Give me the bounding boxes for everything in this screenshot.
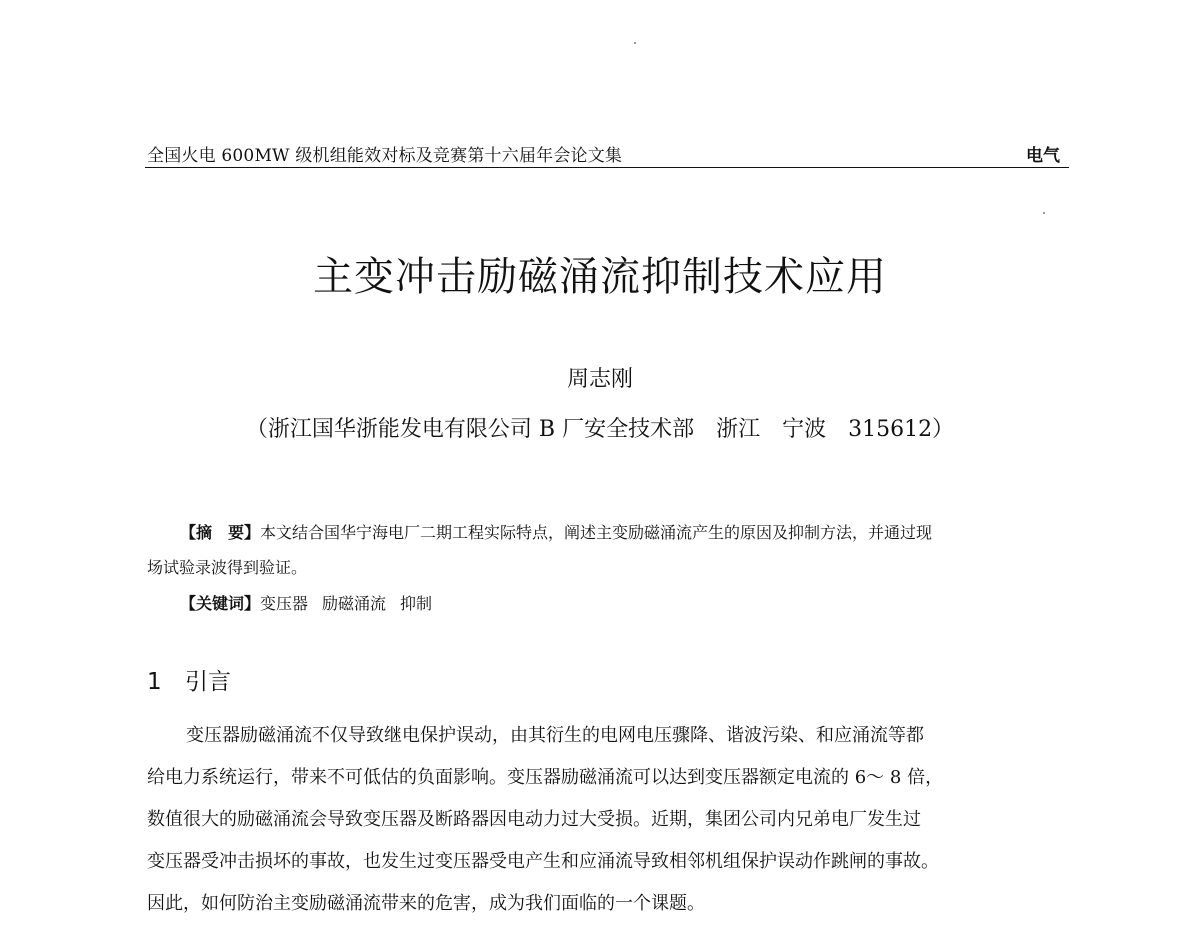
keyword: 抑制 [400,594,433,613]
body-line: 变压器受冲击损坏的事故，也发生过变压器受电产生和应涌流导致相邻机组保护误动作跳闸的事故。 [147,851,939,872]
paper-title: 主变冲击励磁涌流抑制技术应用 [313,254,887,300]
body-line: 数值很大的励磁涌流会导致变压器及断路器因电动力过大受损。近期，集团公司内兄弟电厂发生过 [147,809,921,830]
keyword: 变压器 [260,594,309,613]
keyword: 励磁涌流 [322,594,387,613]
scan-speck [1043,212,1045,214]
keywords-line [180,591,432,614]
body-line: 因此，如何防治主变励磁涌流带来的危害，成为我们面临的一个课题。 [147,893,705,914]
body-line: 变压器励磁涌流不仅导致继电保护误动，由其衍生的电网电压骤降、谐波污染、和应涌流等都 [186,725,924,746]
abstract-line-1 [180,520,932,543]
header-rule [145,167,1069,168]
scan-speck [634,42,636,44]
abstract-line-2: 场试验录波得到验证。 [147,558,308,577]
abstract-label: 【摘 要】 [180,523,261,542]
section-heading [147,663,231,696]
keywords-label: 【关键词】 [180,594,261,613]
running-header-title: 全国火电 600MW 级机组能效对标及竞赛第十六届年会论文集 [147,146,623,166]
section-title: 引言 [185,669,231,695]
author-name: 周志刚 [566,367,633,392]
author-affiliation: （浙江国华浙能发电有限公司 B 厂安全技术部 浙江 宁波 315612） [245,417,955,442]
running-header-section: 电气 [1026,146,1060,166]
body-line: 给电力系统运行，带来不可低估的负面影响。变压器励磁涌流可以达到变压器额定电流的 6～ 8 倍， [147,767,944,788]
abstract-text-1: 本文结合国华宁海电厂二期工程实际特点，阐述主变励磁涌流产生的原因及抑制方法，并通过现 [260,523,933,542]
section-number: 1 [147,669,162,695]
